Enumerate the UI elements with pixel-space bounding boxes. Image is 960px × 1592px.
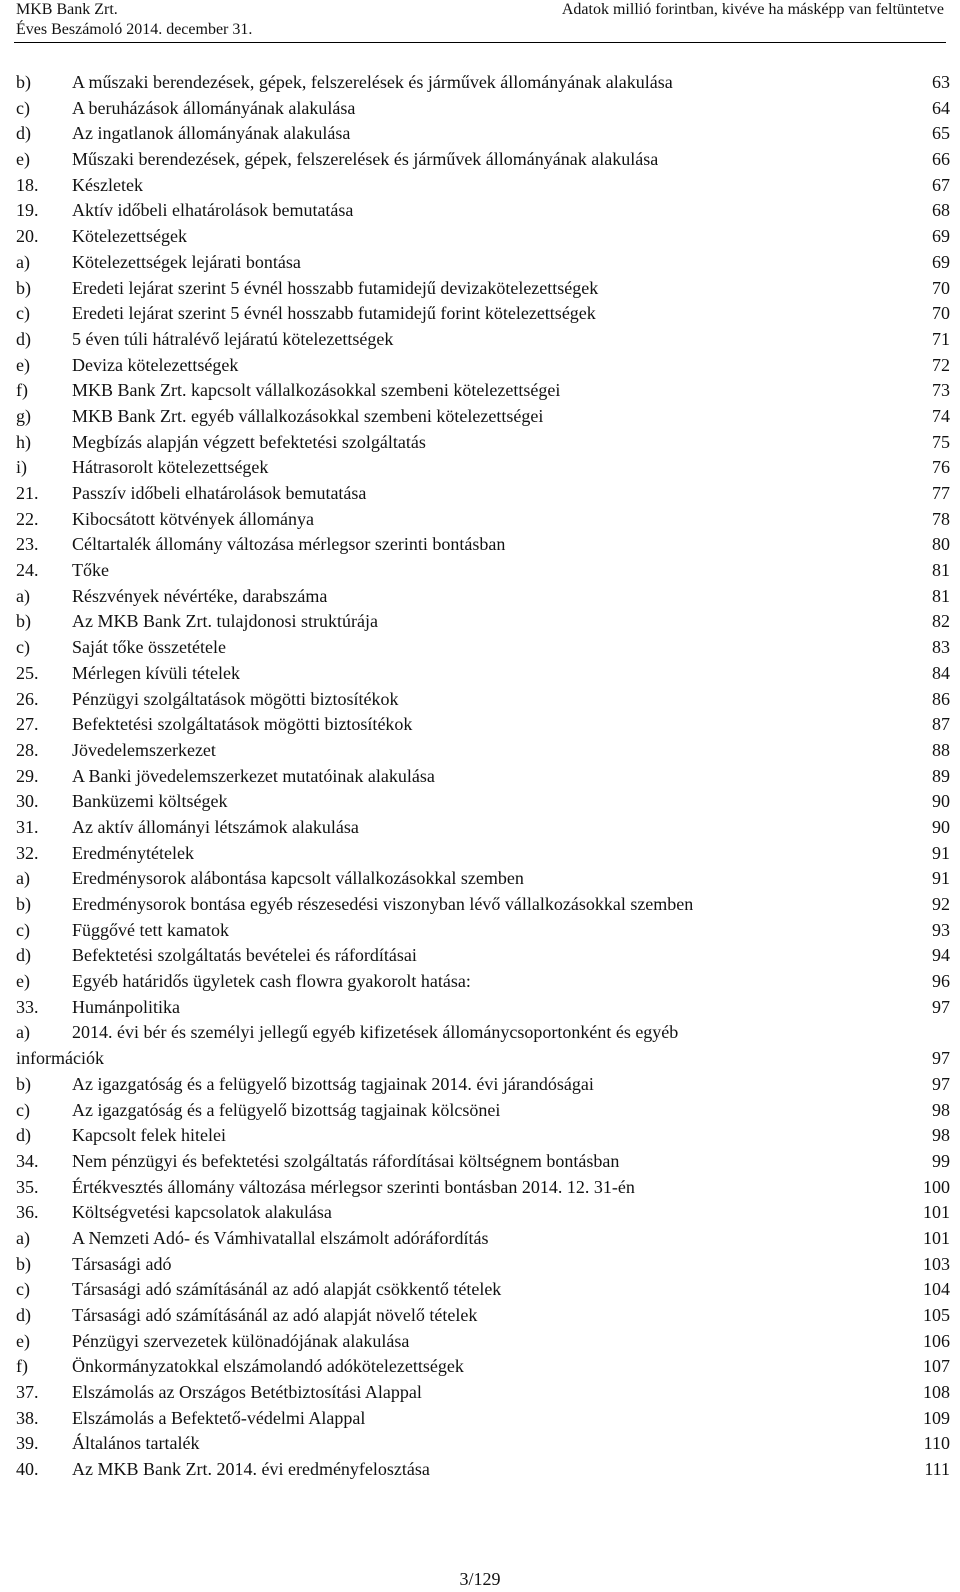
toc-entry-number: c)	[16, 1099, 30, 1120]
toc-entry-page: 82	[932, 611, 950, 632]
toc-entry-number: a)	[16, 585, 30, 606]
table-of-contents	[16, 70, 950, 1483]
toc-entry-page: 87	[932, 714, 950, 735]
toc-entry-page: 107	[923, 1356, 950, 1377]
toc-entry-number: 27.	[16, 714, 39, 735]
toc-entry-number: 32.	[16, 842, 39, 863]
toc-entry-page: 97	[932, 996, 950, 1017]
toc-entry-number: b)	[16, 1073, 31, 1094]
toc-entry-title: Eredménysorok bontása egyéb részesedési viszonyban lévő vállalkozásokkal szemben	[72, 894, 694, 914]
toc-entry-number: e)	[16, 149, 30, 170]
toc-entry-page: 90	[932, 791, 950, 812]
toc-entry-title: Pénzügyi szervezetek különadójának alakulása	[72, 1330, 410, 1351]
page-number: 3/129	[459, 1569, 501, 1589]
toc-entry-title: Befektetési szolgáltatás bevételei és ráfordításai	[72, 945, 417, 966]
toc-entry	[16, 532, 950, 558]
toc-entry-number: d)	[16, 1125, 31, 1146]
toc-entry-page: 89	[932, 765, 950, 786]
toc-entry-number: 39.	[16, 1433, 39, 1454]
toc-entry-number: h)	[16, 431, 31, 452]
toc-entry-number: c)	[16, 637, 30, 658]
toc-entry-page: 93	[932, 919, 950, 940]
toc-entry-page: 103	[923, 1253, 950, 1274]
toc-entry	[16, 687, 950, 713]
toc-entry-title: Az igazgatóság és a felügyelő bizottság tagjainak 2014. évi járandóságai	[72, 1073, 594, 1094]
toc-entry	[16, 481, 950, 507]
toc-entry-number: 20.	[16, 226, 39, 247]
toc-entry-number: e)	[16, 1330, 30, 1351]
toc-entry-page: 81	[932, 560, 950, 581]
toc-entry	[16, 1020, 950, 1046]
toc-entry	[16, 1123, 950, 1149]
toc-entry-number: b)	[16, 277, 31, 298]
toc-entry	[16, 1046, 950, 1072]
toc-entry-page: 77	[932, 483, 950, 503]
toc-entry-title: Pénzügyi szolgáltatások mögötti biztosítékok	[72, 688, 399, 709]
toc-entry-number: 29.	[16, 765, 39, 786]
toc-entry-title: Humánpolitika	[72, 996, 180, 1017]
header-divider	[14, 42, 946, 43]
toc-entry-page: 86	[932, 688, 950, 709]
toc-entry-page: 72	[932, 354, 950, 375]
toc-entry	[16, 764, 950, 790]
toc-entry	[16, 584, 950, 610]
toc-entry	[16, 173, 950, 199]
toc-entry-number: c)	[16, 1279, 30, 1300]
toc-entry-title: Eredménytételek	[72, 842, 194, 863]
toc-entry	[16, 1149, 950, 1175]
toc-entry	[16, 815, 950, 841]
toc-entry	[16, 1252, 950, 1278]
toc-entry-number: 18.	[16, 174, 39, 195]
toc-entry	[16, 1175, 950, 1201]
toc-entry	[16, 404, 950, 430]
toc-entry-page: 101	[923, 1202, 950, 1223]
toc-entry-title: 5 éven túli hátralévő lejáratú kötelezettségek	[72, 328, 394, 349]
toc-entry-title: MKB Bank Zrt. egyéb vállalkozásokkal szembeni kötelezettségei	[72, 405, 544, 426]
toc-entry-number: d)	[16, 123, 31, 144]
toc-entry-page: 111	[924, 1459, 950, 1480]
toc-entry	[16, 198, 950, 224]
toc-entry-title: A Nemzeti Adó- és Vámhivatallal elszámolt adóráfordítás	[72, 1227, 489, 1248]
toc-entry	[16, 943, 950, 969]
toc-entry-number: 24.	[16, 560, 39, 581]
toc-entry-page: 98	[932, 1125, 950, 1146]
header-left	[16, 0, 252, 40]
toc-entry	[16, 1277, 950, 1303]
toc-entry	[16, 96, 950, 122]
toc-entry-page: 109	[923, 1407, 950, 1428]
toc-entry-title: Társasági adó	[72, 1253, 172, 1274]
toc-entry-title: Az MKB Bank Zrt. tulajdonosi struktúrája	[72, 611, 378, 632]
toc-entry-number: b)	[16, 894, 31, 914]
toc-entry-number: e)	[16, 354, 30, 375]
toc-entry	[16, 353, 950, 379]
toc-entry-title: A beruházások állományának alakulása	[72, 97, 356, 118]
toc-entry-number: 33.	[16, 996, 39, 1017]
toc-entry-number: 37.	[16, 1382, 39, 1403]
toc-entry-page: 97	[932, 1048, 950, 1069]
toc-entry-title: Tőke	[72, 560, 109, 581]
toc-entry	[16, 1406, 950, 1432]
toc-entry-title: Saját tőke összetétele	[72, 637, 226, 658]
toc-entry-title: Részvények névértéke, darabszáma	[72, 585, 328, 606]
toc-entry-page: 81	[932, 585, 950, 606]
toc-entry	[16, 430, 950, 456]
toc-entry-page: 98	[932, 1099, 950, 1120]
toc-entry-number: a)	[16, 1227, 30, 1248]
toc-entry-number: f)	[16, 380, 28, 401]
toc-entry-page: 70	[932, 303, 950, 324]
toc-entry-title: Kapcsolt felek hitelei	[72, 1125, 226, 1146]
toc-entry	[16, 1303, 950, 1329]
toc-entry-number: c)	[16, 303, 30, 324]
toc-entry	[16, 1226, 950, 1252]
units-note: Adatok millió forintban, kivéve ha másképp van feltüntetve	[561, 1, 944, 18]
toc-entry-title: 2014. évi bér és személyi jellegű egyéb kifizetések állománycsoportonként és egyéb	[72, 1022, 679, 1043]
toc-entry	[16, 455, 950, 481]
toc-entry-number: 22.	[16, 508, 39, 529]
toc-entry-page: 63	[932, 72, 950, 92]
toc-entry	[16, 558, 950, 584]
toc-entry	[16, 1329, 950, 1355]
toc-entry-page: 88	[932, 739, 950, 760]
toc-entry-title: Banküzemi költségek	[72, 791, 228, 812]
toc-entry-title: Költségvetési kapcsolatok alakulása	[72, 1202, 332, 1223]
toc-entry	[16, 995, 950, 1021]
toc-entry-page: 84	[932, 662, 950, 683]
toc-entry-page: 90	[932, 816, 950, 837]
toc-entry-number: 25.	[16, 662, 39, 683]
toc-entry	[16, 301, 950, 327]
toc-entry-number: 34.	[16, 1150, 39, 1171]
toc-entry-title: Kötelezettségek lejárati bontása	[72, 251, 301, 272]
toc-entry-number: 35.	[16, 1176, 39, 1197]
toc-entry-number: 30.	[16, 791, 39, 812]
toc-entry-number: d)	[16, 1305, 31, 1325]
toc-entry-page: 73	[932, 380, 950, 401]
toc-entry-title: A műszaki berendezések, gépek, felszerelések és járművek állományának alakulása	[72, 72, 673, 92]
toc-entry-title: Az MKB Bank Zrt. 2014. évi eredményfelosztása	[72, 1459, 430, 1480]
toc-entry-page: 67	[932, 174, 950, 195]
toc-entry-number: g)	[16, 405, 31, 426]
toc-entry-title: információk	[16, 1048, 104, 1069]
toc-entry	[16, 1354, 950, 1380]
toc-entry-number: d)	[16, 945, 31, 966]
toc-entry-number: a)	[16, 1022, 30, 1043]
toc-entry-title: Passzív időbeli elhatárolások bemutatása	[72, 483, 367, 503]
toc-entry-page: 91	[932, 868, 950, 889]
toc-entry	[16, 969, 950, 995]
toc-entry	[16, 250, 950, 276]
toc-entry-page: 69	[932, 251, 950, 272]
toc-entry-number: b)	[16, 1253, 31, 1274]
toc-entry-page: 75	[932, 431, 950, 452]
toc-entry-page: 106	[923, 1330, 950, 1351]
toc-entry-title: Kibocsátott kötvények állománya	[72, 508, 314, 529]
toc-entry	[16, 841, 950, 867]
toc-entry-title: Aktív időbeli elhatárolások bemutatása	[72, 200, 354, 221]
toc-entry-title: A Banki jövedelemszerkezet mutatóinak alakulása	[72, 765, 435, 786]
toc-entry-number: 31.	[16, 816, 39, 837]
toc-entry	[16, 147, 950, 173]
toc-entry-number: f)	[16, 1356, 28, 1377]
toc-entry-title: Társasági adó számításánál az adó alapját növelő tételek	[72, 1305, 478, 1325]
toc-entry-title: Függővé tett kamatok	[72, 919, 229, 940]
toc-entry	[16, 918, 950, 944]
toc-entry-title: Jövedelemszerkezet	[72, 739, 216, 760]
toc-entry	[16, 121, 950, 147]
toc-entry	[16, 712, 950, 738]
toc-entry-title: Műszaki berendezések, gépek, felszerelések és járművek állományának alakulása	[72, 149, 659, 170]
toc-entry-number: 36.	[16, 1202, 39, 1223]
toc-entry-page: 69	[932, 226, 950, 247]
toc-entry-number: 28.	[16, 739, 39, 760]
toc-entry-page: 100	[923, 1176, 950, 1197]
toc-entry-number: c)	[16, 919, 30, 940]
toc-entry-number: c)	[16, 97, 30, 118]
toc-entry-title: MKB Bank Zrt. kapcsolt vállalkozásokkal szembeni kötelezettségei	[72, 380, 561, 401]
toc-entry-number: 21.	[16, 483, 39, 503]
toc-entry-number: a)	[16, 868, 30, 889]
toc-entry-title: Eredeti lejárat szerint 5 évnél hosszabb futamidejű forint kötelezettségek	[72, 303, 596, 324]
toc-entry-number: d)	[16, 328, 31, 349]
toc-entry-page: 76	[932, 457, 950, 478]
toc-entry-title: Eredménysorok alábontása kapcsolt vállalkozásokkal szemben	[72, 868, 524, 889]
toc-entry-title: Mérlegen kívüli tételek	[72, 662, 240, 683]
toc-entry-title: Társasági adó számításánál az adó alapját csökkentő tételek	[72, 1279, 502, 1300]
company-name: MKB Bank Zrt.	[16, 1, 118, 18]
toc-entry-page: 110	[923, 1433, 950, 1454]
toc-entry-title: Hátrasorolt kötelezettségek	[72, 457, 269, 478]
toc-entry-title: Általános tartalék	[72, 1433, 200, 1454]
toc-entry-number: i)	[16, 457, 27, 478]
page-header	[0, 0, 960, 44]
toc-entry	[16, 892, 950, 918]
toc-entry-number: b)	[16, 72, 31, 92]
toc-entry-page: 96	[932, 971, 950, 992]
toc-entry-page: 70	[932, 277, 950, 298]
toc-entry	[16, 635, 950, 661]
toc-entry	[16, 866, 950, 892]
toc-entry	[16, 327, 950, 353]
toc-entry-page: 94	[932, 945, 950, 966]
toc-entry-title: Az aktív állományi létszámok alakulása	[72, 816, 359, 837]
toc-entry	[16, 507, 950, 533]
toc-entry	[16, 1072, 950, 1098]
toc-entry-number: e)	[16, 971, 30, 992]
toc-entry	[16, 738, 950, 764]
toc-entry-page: 101	[923, 1227, 950, 1248]
toc-entry-title: Deviza kötelezettségek	[72, 354, 239, 375]
toc-entry-title: Értékvesztés állomány változása mérlegsor szerinti bontásban 2014. 12. 31-én	[72, 1176, 635, 1197]
toc-entry-page: 83	[932, 637, 950, 658]
toc-entry-number: 26.	[16, 688, 39, 709]
report-title: Éves Beszámoló 2014. december 31.	[16, 21, 253, 38]
toc-entry-title: Egyéb határidős ügyletek cash flowra gyakorolt hatása:	[72, 971, 471, 992]
toc-entry-page: 65	[932, 123, 950, 144]
toc-entry	[16, 1380, 950, 1406]
toc-entry-page: 71	[932, 328, 950, 349]
toc-entry-number: 38.	[16, 1407, 39, 1428]
toc-entry-title: Eredeti lejárat szerint 5 évnél hosszabb futamidejű devizakötelezettségek	[72, 277, 599, 298]
toc-entry-page: 105	[923, 1305, 950, 1325]
toc-entry-title: Elszámolás a Befektető-védelmi Alappal	[72, 1407, 366, 1428]
toc-entry	[16, 276, 950, 302]
toc-entry-page: 68	[932, 200, 950, 221]
toc-entry-page: 97	[932, 1073, 950, 1094]
toc-entry	[16, 609, 950, 635]
toc-entry-page: 64	[932, 97, 950, 118]
toc-entry-page: 80	[932, 534, 950, 555]
toc-entry-page: 92	[932, 894, 950, 914]
toc-entry	[16, 70, 950, 96]
toc-entry-title: Nem pénzügyi és befektetési szolgáltatás ráfordításai költségnem bontásban	[72, 1150, 620, 1171]
toc-entry-title: Az igazgatóság és a felügyelő bizottság tagjainak kölcsönei	[72, 1099, 501, 1120]
toc-entry-number: 40.	[16, 1459, 39, 1480]
toc-entry-page: 108	[923, 1382, 950, 1403]
toc-entry-title: Megbízás alapján végzett befektetési szolgáltatás	[72, 431, 426, 452]
toc-entry	[16, 378, 950, 404]
toc-entry-page: 99	[932, 1150, 950, 1171]
toc-entry-title: Az ingatlanok állományának alakulása	[72, 123, 351, 144]
toc-entry-page: 66	[932, 149, 950, 170]
toc-entry	[16, 224, 950, 250]
toc-entry-number: 19.	[16, 200, 39, 221]
toc-entry-page: 91	[932, 842, 950, 863]
toc-entry	[16, 1200, 950, 1226]
toc-entry-page: 78	[932, 508, 950, 529]
toc-entry	[16, 1098, 950, 1124]
toc-entry-title: Készletek	[72, 174, 143, 195]
toc-entry-page: 104	[923, 1279, 950, 1300]
toc-entry	[16, 1431, 950, 1457]
toc-entry-title: Céltartalék állomány változása mérlegsor szerinti bontásban	[72, 534, 506, 555]
toc-entry-title: Önkormányzatokkal elszámolandó adókötelezettségek	[72, 1356, 464, 1377]
toc-entry-number: 23.	[16, 534, 39, 555]
toc-entry	[16, 661, 950, 687]
toc-entry-title: Elszámolás az Országos Betétbiztosítási Alappal	[72, 1382, 422, 1403]
toc-entry	[16, 789, 950, 815]
toc-entry-number: a)	[16, 251, 30, 272]
toc-entry-title: Kötelezettségek	[72, 226, 187, 247]
toc-entry-number: b)	[16, 611, 31, 632]
toc-entry-title: Befektetési szolgáltatások mögötti biztosítékok	[72, 714, 413, 735]
toc-entry-page: 74	[932, 405, 950, 426]
toc-entry	[16, 1457, 950, 1483]
